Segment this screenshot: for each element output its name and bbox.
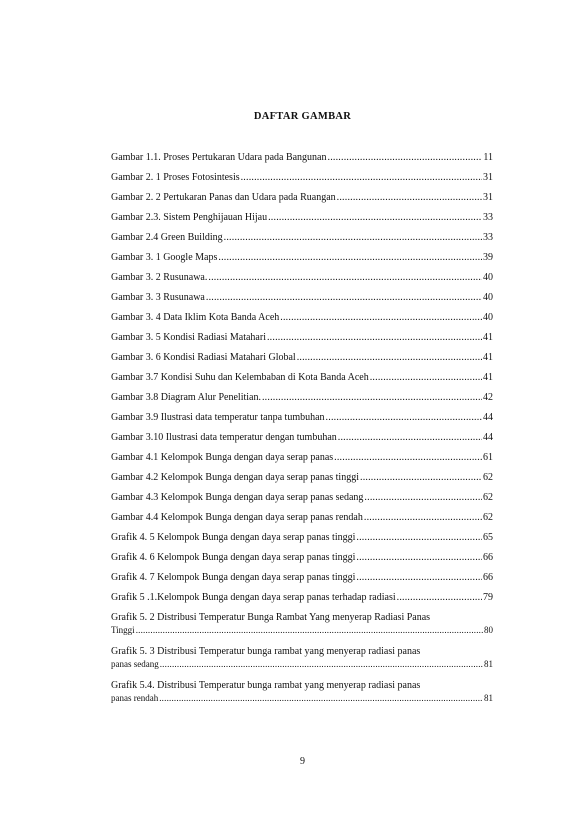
dot-leader: [297, 351, 482, 364]
toc-entry-page: 40: [483, 292, 493, 303]
toc-entry-page: 33: [483, 232, 493, 243]
dot-leader: [356, 551, 482, 564]
toc-entry: [111, 491, 493, 511]
toc-entry-page: 39: [483, 252, 493, 263]
toc-entry: [111, 171, 493, 191]
dot-leader: [267, 331, 482, 344]
toc-entry: [111, 291, 493, 311]
toc-entry-label-cont: panas rendah: [111, 693, 159, 703]
dot-leader: [356, 531, 482, 544]
toc-entry-multiline: [111, 679, 493, 705]
toc-entry-label: Gambar 4.2 Kelompok Bunga dengan daya serap panas tinggi: [111, 472, 359, 483]
dot-leader: [360, 471, 482, 484]
dot-leader: [160, 658, 483, 671]
toc-entry-label: Grafik 5. 2 Distribusi Temperatur Bunga Rambat Yang menyerap Radiasi Panas: [111, 612, 431, 623]
toc-entry-label: Gambar 3. 4 Data Iklim Kota Banda Aceh: [111, 312, 280, 323]
page-number: 9: [300, 756, 305, 767]
toc-entry-label: Gambar 3.7 Kondisi Suhu dan Kelembaban di Kota Banda Aceh: [111, 372, 369, 383]
toc-entry-page: 41: [483, 372, 493, 383]
toc-entry: [111, 311, 493, 331]
toc-entry: [111, 411, 493, 431]
toc-entry-page: 65: [483, 532, 493, 543]
toc-entry: [111, 211, 493, 231]
toc-entry-page: 62: [483, 512, 493, 523]
dot-leader: [338, 431, 482, 444]
toc-entry-page: 44: [483, 412, 493, 423]
toc-entry: [111, 451, 493, 471]
toc-entry-label: Gambar 2.4 Green Building: [111, 232, 223, 243]
toc-entry-label: Gambar 3.8 Diagram Alur Penelitian.: [111, 392, 261, 403]
toc-entry: [111, 151, 493, 171]
toc-entry-label: Grafik 4. 5 Kelompok Bunga dengan daya serap panas tinggi: [111, 532, 356, 543]
dot-leader: [280, 311, 482, 324]
toc-entry-label: Grafik 5. 3 Distribusi Temperatur bunga rambat yang menyerap radiasi panas: [111, 646, 421, 657]
toc-entry-page: 79: [483, 592, 493, 603]
toc-entry-continuation: [111, 692, 493, 705]
toc-entry-label: Gambar 3. 2 Rusunawa.: [111, 272, 208, 283]
dot-leader: [224, 231, 482, 244]
dot-leader: [159, 692, 483, 705]
toc-entry-page: 80: [484, 625, 493, 635]
dot-leader: [268, 211, 482, 224]
dot-leader: [208, 271, 482, 284]
toc-entry: [111, 271, 493, 291]
toc-entry-page: 81: [484, 693, 493, 703]
dot-leader: [356, 571, 482, 584]
toc-entry: [111, 331, 493, 351]
dot-leader: [337, 191, 482, 204]
dot-leader: [328, 151, 483, 164]
dot-leader: [364, 491, 482, 504]
toc-entry-label: Grafik 4. 7 Kelompok Bunga dengan daya serap panas tinggi: [111, 572, 356, 583]
toc-entry-label-cont: panas sedang: [111, 659, 159, 669]
toc-entry-label: Grafik 4. 6 Kelompok Bunga dengan daya serap panas tinggi: [111, 552, 356, 563]
dot-leader: [334, 451, 482, 464]
toc-entry-multiline: [111, 645, 493, 671]
dot-leader: [218, 251, 482, 264]
dot-leader: [262, 391, 482, 404]
toc-entry-page: 31: [483, 172, 493, 183]
dot-leader: [136, 624, 483, 637]
toc-entry-page: 40: [483, 312, 493, 323]
toc-entry-label: Gambar 2.3. Sistem Penghijauan Hijau: [111, 212, 268, 223]
toc-entry: [111, 431, 493, 451]
toc-entry-page: 66: [483, 552, 493, 563]
toc-entry-page: 42: [483, 392, 493, 403]
toc-entry-label: Gambar 1.1. Proses Pertukaran Udara pada Bangunan: [111, 152, 327, 163]
dot-leader: [397, 591, 482, 604]
page-title: DAFTAR GAMBAR: [253, 111, 352, 122]
toc-entry-page: 62: [483, 472, 493, 483]
toc-entry-page: 44: [483, 432, 493, 443]
toc-entry-page: 62: [483, 492, 493, 503]
dot-leader: [241, 171, 482, 184]
toc-entry: [111, 191, 493, 211]
dot-leader: [370, 371, 482, 384]
toc-entry-label: Gambar 2. 2 Pertukaran Panas dan Udara pada Ruangan: [111, 192, 336, 203]
toc-entry-page: 66: [483, 572, 493, 583]
toc-entry-label: Grafik 5.4. Distribusi Temperatur bunga rambat yang menyerap radiasi panas: [111, 680, 421, 691]
toc-entry-page: 41: [483, 332, 493, 343]
toc-entry: [111, 251, 493, 271]
toc-entry-continuation: [111, 624, 493, 637]
toc-entry-label: Gambar 3. 5 Kondisi Radiasi Matahari: [111, 332, 266, 343]
dot-leader: [326, 411, 482, 424]
toc-entry-page: 11: [483, 152, 493, 163]
toc-entry-page: 61: [483, 452, 493, 463]
toc-entry-page: 31: [483, 192, 493, 203]
toc-entry: [111, 231, 493, 251]
toc-entry-label: Gambar 3. 3 Rusunawa: [111, 292, 205, 303]
toc-entry-label: Gambar 4.4 Kelompok Bunga dengan daya serap panas rendah: [111, 512, 363, 523]
toc-entry-page: 40: [483, 272, 493, 283]
toc-entry-page: 81: [484, 659, 493, 669]
toc-entry: [111, 351, 493, 371]
toc-entry-label: Grafik 5 .1.Kelompok Bunga dengan daya serap panas terhadap radiasi: [111, 592, 396, 603]
toc-entry-label: Gambar 3. 1 Google Maps: [111, 252, 218, 263]
toc-entry-page: 33: [483, 212, 493, 223]
toc-entry-continuation: [111, 658, 493, 671]
toc-entry-label: Gambar 3. 6 Kondisi Radiasi Matahari Global: [111, 352, 296, 363]
toc-entry: [111, 511, 493, 531]
dot-leader: [206, 291, 482, 304]
list-of-figures: [111, 151, 493, 713]
toc-entry-page: 41: [483, 352, 493, 363]
toc-entry-label: Gambar 4.3 Kelompok Bunga dengan daya serap panas sedang: [111, 492, 364, 503]
toc-entry-label-cont: Tinggi: [111, 625, 135, 635]
toc-entry: [111, 391, 493, 411]
toc-entry-label: Gambar 4.1 Kelompok Bunga dengan daya serap panas: [111, 452, 334, 463]
toc-entry: [111, 531, 493, 551]
toc-entry-label: Gambar 3.9 Ilustrasi data temperatur tanpa tumbuhan: [111, 412, 325, 423]
toc-entry-multiline: [111, 611, 493, 637]
toc-entry: [111, 591, 493, 611]
toc-entry: [111, 471, 493, 491]
dot-leader: [364, 511, 482, 524]
toc-entry-label: Gambar 2. 1 Proses Fotosintesis: [111, 172, 240, 183]
toc-entry: [111, 571, 493, 591]
toc-entry: [111, 371, 493, 391]
toc-entry: [111, 551, 493, 571]
toc-entry-label: Gambar 3.10 Ilustrasi data temperatur dengan tumbuhan: [111, 432, 337, 443]
